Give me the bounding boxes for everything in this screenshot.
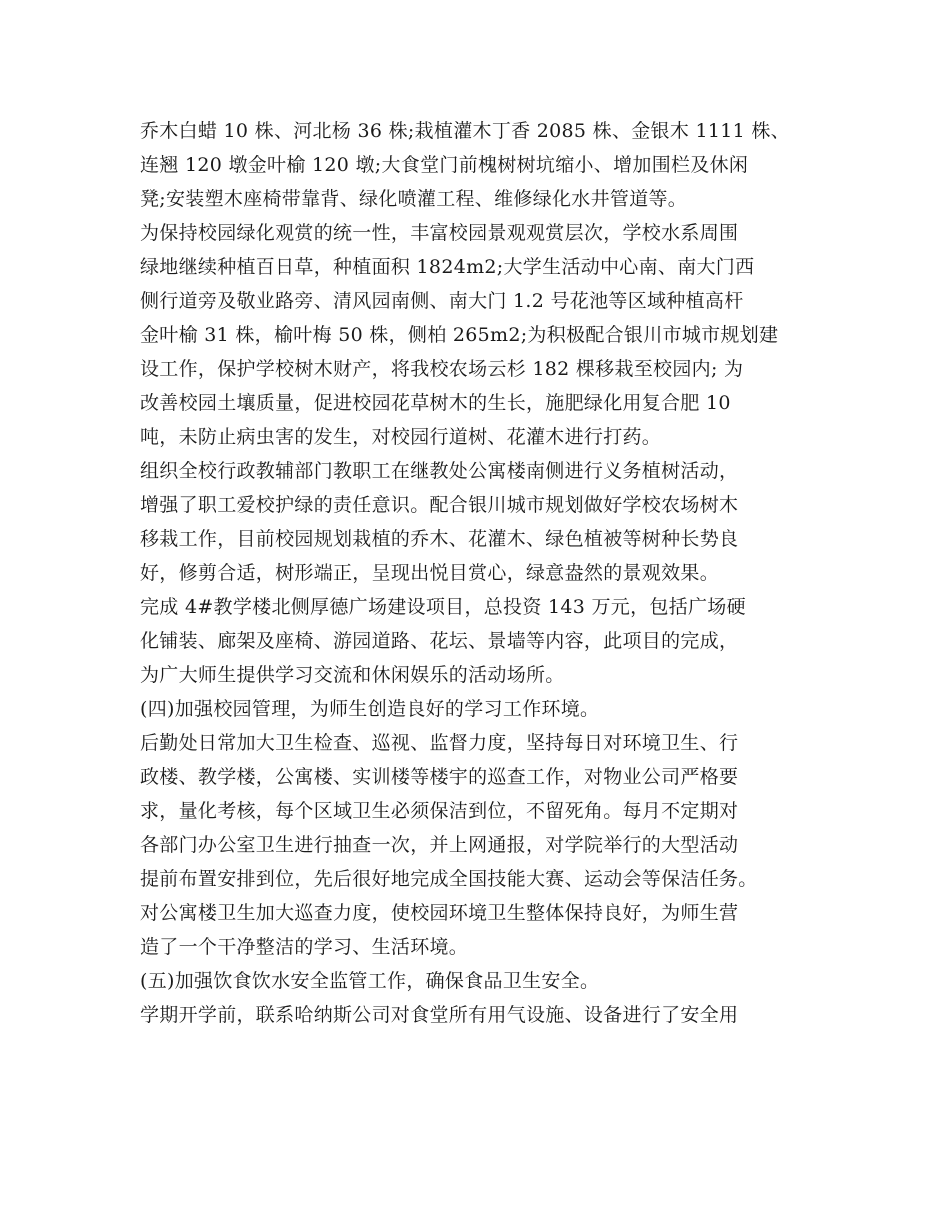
text-line: 完成 4#教学楼北侧厚德广场建设项目，总投资 143 万元，包括广场硬 [140,596,746,618]
text-line: 提前布置安排到位，先后很好地完成全国技能大赛、运动会等保洁任务。 [140,868,758,890]
text-line: 求，量化考核，每个区域卫生必须保洁到位，不留死角。每月不定期对 [140,800,739,822]
paragraph [140,692,840,726]
text-line: 政楼、教学楼，公寓楼、实训楼等楼宇的巡查工作，对物业公司严格要 [140,766,739,788]
paragraph [140,998,840,1032]
text-line: 造了一个干净整洁的学习、生活环境。 [140,936,469,958]
paragraph [140,590,840,692]
paragraph [140,454,840,590]
text-line: (四)加强校园管理，为师生创造良好的学习工作环境。 [140,698,600,720]
paragraph [140,726,840,964]
text-line: 吨，未防止病虫害的发生，对校园行道树、花灌木进行打药。 [140,426,662,448]
text-line: 后勤处日常加大卫生检查、巡视、监督力度，坚持每日对环境卫生、行 [140,732,739,754]
paragraph [140,964,840,998]
text-line: 连翘 120 墩金叶榆 120 墩;大食堂门前槐树树坑缩小、增加围栏及休闲 [140,154,749,176]
text-line: 为广大师生提供学习交流和休闲娱乐的活动场所。 [140,664,565,686]
text-line: 绿地继续种植百日草，种植面积 1824m2;大学生活动中心南、南大门西 [140,256,755,278]
text-line: 为保持校园绿化观赏的统一性，丰富校园景观观赏层次，学校水系周围 [140,222,739,244]
text-line: 增强了职工爱校护绿的责任意识。配合银川城市规划做好学校农场树木 [140,494,739,516]
text-line: 凳;安装塑木座椅带靠背、绿化喷灌工程、维修绿化水井管道等。 [140,188,688,210]
text-line: 各部门办公室卫生进行抽查一次，并上网通报，对学院举行的大型活动 [140,834,739,856]
paragraph [140,216,840,454]
text-line: 侧行道旁及敬业路旁、清风园南侧、南大门 1.2 号花池等区域种植高杆 [140,290,744,312]
text-line: 金叶榆 31 株，榆叶梅 50 株，侧柏 265m2;为积极配合银川市城市规划建 [140,324,779,346]
text-line: 对公寓楼卫生加大巡查力度，使校园环境卫生整体保持良好，为师生营 [140,902,739,924]
paragraph [140,114,840,216]
document-body [140,114,840,1032]
text-line: 乔木白蜡 10 株、河北杨 36 株;栽植灌木丁香 2085 株、金银木 1111 株、 [140,120,790,142]
text-line: 移栽工作，目前校园规划栽植的乔木、花灌木、绿色植被等树种长势良 [140,528,739,550]
text-line: 设工作，保护学校树木财产，将我校农场云杉 182 棵移栽至校园内; 为 [140,358,744,380]
text-line: 学期开学前，联系哈纳斯公司对食堂所有用气设施、设备进行了安全用 [140,1004,739,1026]
text-line: 化铺装、廊架及座椅、游园道路、花坛、景墙等内容，此项目的完成， [140,630,739,652]
text-line: 组织全校行政教辅部门教职工在继教处公寓楼南侧进行义务植树活动， [140,460,739,482]
text-line: 好，修剪合适，树形端正，呈现出悦目赏心，绿意盎然的景观效果。 [140,562,720,584]
text-line: (五)加强饮食饮水安全监管工作，确保食品卫生安全。 [140,970,600,992]
text-line: 改善校园土壤质量，促进校园花草树木的生长，施肥绿化用复合肥 10 [140,392,731,414]
